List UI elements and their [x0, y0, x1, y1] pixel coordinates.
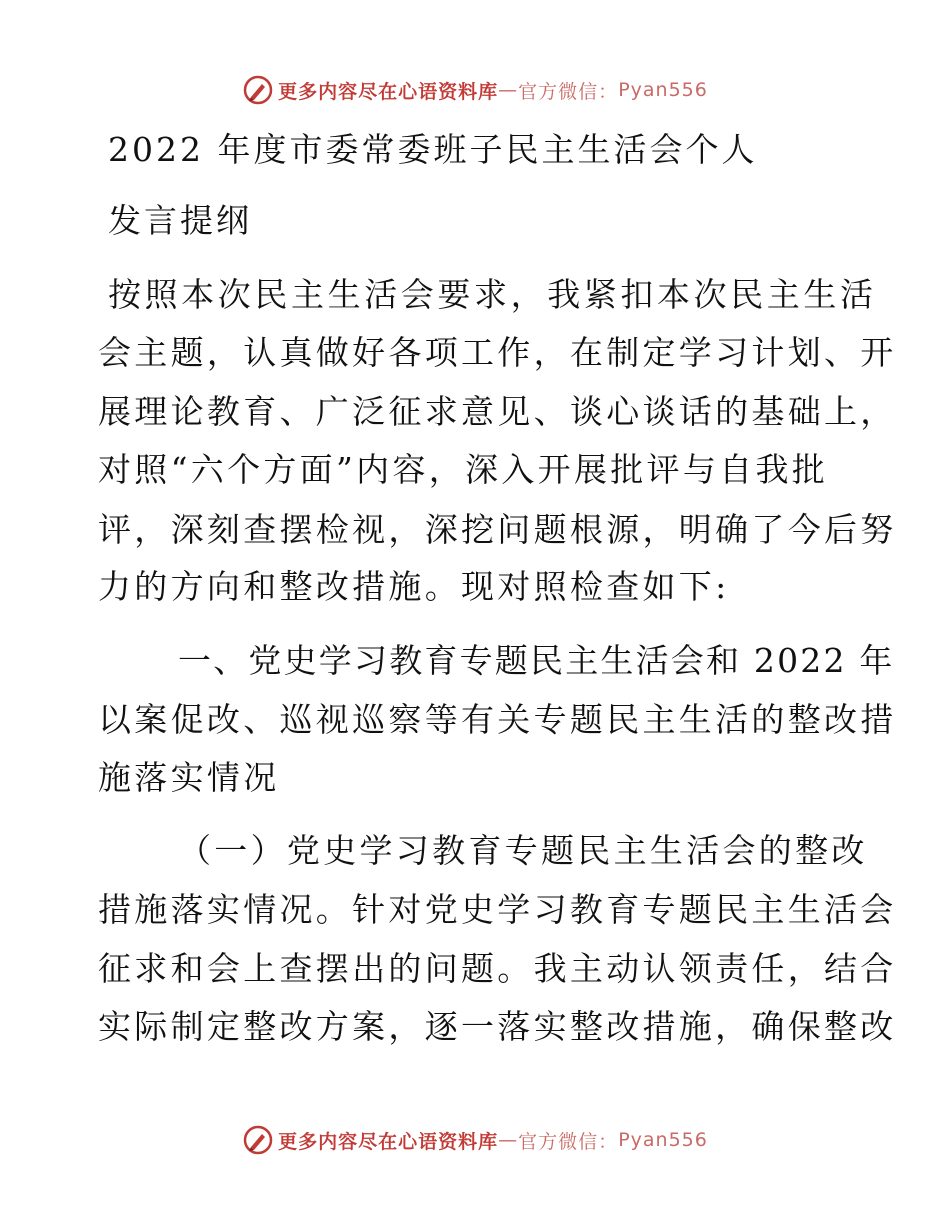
paragraph-line: 力的方向和整改措施。现对照检查如下: [98, 567, 730, 606]
section-heading-line: 以案促改、巡视巡察等有关专题民主生活的整改措 [98, 700, 897, 739]
paragraph-line: 会主题，认真做好各项工作，在制定学习计划、开 [98, 333, 897, 372]
watermark-main-text: 更多内容尽在心语资料库 [278, 80, 499, 103]
paragraph-line: 评，深刻查摆检视，深挖问题根源，明确了今后努 [98, 510, 897, 549]
paragraph-line: 实际制定整改方案，逐一落实整改措施，确保整改 [98, 1007, 897, 1046]
paragraph-line: 措施落实情况。针对党史学习教育专题民主生活会 [98, 890, 897, 929]
watermark-header [0, 72, 950, 108]
document-title-line-2: 发言提纲 [108, 201, 252, 240]
watermark-footer [0, 1122, 950, 1158]
watermark-dash: — [498, 1129, 519, 1151]
section-heading-line: 一、党史学习教育专题民主生活会和 2022 年 [178, 641, 895, 680]
watermark-sub-text: 官方微信： [518, 80, 619, 103]
watermark-wechat-id: Pyan556 [618, 79, 708, 101]
watermark-dash: — [498, 79, 519, 101]
paragraph-line: 征求和会上查摆出的问题。我主动认领责任，结合 [98, 949, 897, 988]
paragraph-line: 展理论教育、广泛征求意见、谈心谈话的基础上， [98, 392, 897, 431]
pen-logo-icon [242, 1124, 274, 1156]
pen-logo-icon [242, 74, 274, 106]
paragraph-line: 按照本次民主生活会要求，我紧扣本次民主生活 [108, 275, 877, 314]
section-heading-line: 施落实情况 [98, 758, 280, 797]
watermark-sub-text: 官方微信： [518, 1130, 619, 1153]
watermark-main-text: 更多内容尽在心语资料库 [278, 1130, 499, 1153]
document-title-line-1: 2022 年度市委常委班子民主生活会个人 [108, 130, 758, 169]
paragraph-line: 对照“六个方面”内容，深入开展批评与自我批 [98, 450, 829, 489]
paragraph-line: （一）党史学习教育专题民主生活会的整改 [178, 831, 868, 870]
watermark-wechat-id: Pyan556 [618, 1129, 708, 1151]
